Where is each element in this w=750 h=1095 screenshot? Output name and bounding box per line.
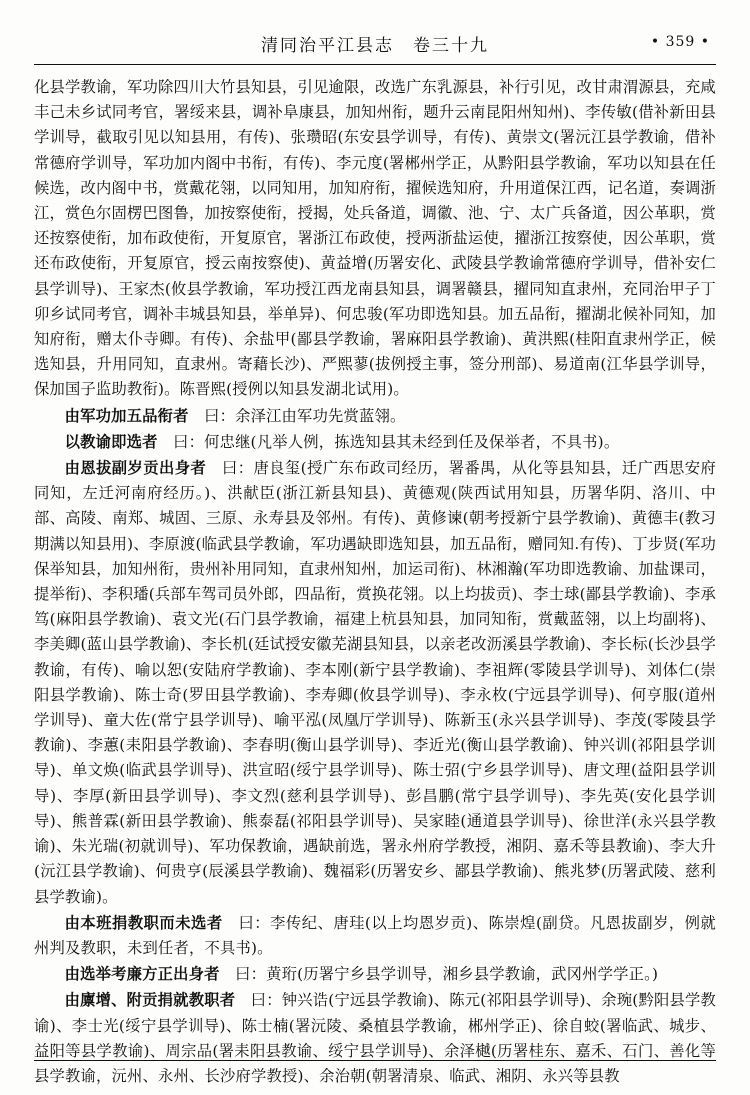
page-title: 清同治平江县志 卷三十九 <box>261 35 489 56</box>
entry-recommended-upright <box>34 962 716 987</box>
entry-text: 曰：黄珩(历署宁乡县学训导，湘乡县学教谕，武冈州学学正。) <box>219 965 659 984</box>
entry-tag: 由恩拔副岁贡出身者 <box>64 459 207 478</box>
document-body <box>34 75 716 1089</box>
entry-instructor-selection <box>34 430 716 455</box>
entry-tag: 由廪增、附贡捐就教职者 <box>64 991 236 1010</box>
entry-tag: 由本班捐教职而未选者 <box>64 913 223 932</box>
entry-text: 曰：钟兴诰(宁远县学教谕)、陈元(祁阳县学训导)、余琬(黔阳县学教谕)、李士光(绥宁县学训导)、陈士楠(署沅陵、桑植县学教谕，郴州学正)、徐自蛟(署临武、城步、益阳等县学教谕)、周宗品(署耒阳县教谕、绥宁县学训导)、余泽樾(历署桂东、嘉禾、石门、善化等县学教谕，沅州、永州、长沙府学教授)、余治朝(朝署清泉、临武、湘阴、永兴等县教 <box>34 991 716 1085</box>
entry-tribute-scholars <box>34 456 716 910</box>
entry-text: 曰：唐良玺(授广东布政司经历，署番禺，从化等县知县，迁广西思安府同知，左迁河南府经历。)、洪献臣(浙江新县知县)、黄德观(陕西试用知县，历署华阴、洛川、中部、高陵、南郑、城固、三原、永寿县及邻州。有传)、黄修谏(朝考授新宁县学教谕)、黄德丰(教习期满以知县用)、李原渡(临武县学教谕，军功遇缺即选知县，加五品衔，赠同知.有传)、丁步贤(军功保举知县，加知州衔，贵州补用同知，直隶州知州，加运司衔)、林湘瀚(军功即选教谕、加盐课司，提举衔)、李积璠(兵部车驾司员外郎，四品衔，赏换花翎。以上均拔贡)、李士球(鄙县学教谕)、李承笃(麻阳县学教谕)、袁文光(石门县学教谕，福建上杭县知县，加同知衔，赏戴蓝翎，以上均副将)、李美卿(蓝山县学教谕)、李长机(廷试授安徽芜湖县知县，以亲老改沥溪县学教谕)、李长标(长沙县学教谕，有传)、喻以恕(安陆府学教谕)、李本刚(新宁县学教谕)、李祖辉(零陵县学训导)、刘体仁(崇阳县学教谕)、陈士奇(罗田县学教谕)、李寿卿(攸县学训导)、李永枚(宁远县学训导)、何亨服(道州学训导)、童大佐(常宁县学训导)、喻平泓(凤凰厅学训导)、陈新玉(永兴县学训导)、李茂(零陵县学教谕)、李蕙(耒阳县学教谕)、李春明(衡山县学训导)、李近光(衡山县学教谕)、钟兴训(祁阳县学训导)、单文焕(临武县学训导)、洪宣昭(绥宁县学训导)、陈士弨(宁乡县学训导)、唐文理(益阳县学训导)、李厚(新田县学训导)、李文烈(慈利县学训导)、彭昌鹏(常宁县学训导)、李先英(安化县学训导)、熊普霖(新田县学教谕)、熊泰磊(祁阳县学训导)、吴家睦(通道县学训导)、徐世洋(永兴县学教谕)、朱光瑞(初就训导)、军功保教谕，遇缺前选，署永州府学教授，湘阴、嘉禾等县教谕)、李大升(沅江县学教谕)、何贵亨(辰溪县学教谕)、魏福彩(历署安乡、鄙县学教谕)、熊兆梦(历署武陵、慈利县学教谕)。 <box>34 459 716 906</box>
paragraph-main-text: 化县学教谕，军功除四川大竹县知县，引见逾限，改选广东乳源县，补行引见，改甘肃渭源县，充咸丰己未乡试同考官，署绥来县，调补阜康县，加知州衔，题升云南昆阳州知州)、李传敏(借补新田县学训导，截取引见以知县用，有传)、张瓒昭(东安县学训导，有传)、黄崇文(署沅江县学教谕，借补常德府学训导，军功加内阁中书衔，有传)、李元度(署郴州学正，从黔阳县学教谕，军功以知县在任候选，改内阁中书，赏戴花翎，以同知用，加知府衔，擢候选知府，升用道保江西，记名道，奏调浙江，赏色尔固楞巴图鲁，加按察使衔，授揭，处兵备道，调徽、池、宁、太广兵备道，因公革职，赏还按察使衔，加布政使衔，开复原官，署浙江布政使，授两浙盐运使，擢浙江按察使，因公革职，赏还布政使衔，开复原官，授云南按察使)、黄益增(历署安化、武陵县学教谕常德府学训导，借补安仁县学训导)、王家杰(攸县学教谕，军功授江西龙南县知县，调署赣县，擢同知直隶州，充同治甲子丁卯乡试同考官，调补丰城县知县，举单异)、何忠骏(军功即选知县。加五品衔，擢湖北候补同知，加知府衔，赠太仆寺卿。有传)、余盐甲(鄙县学教谕，署麻阳县学教谕)、黄洪熙(桂阳直隶州学正，候选知县，升用同知，直隶州。寄藉长沙)、严熙蓼(拔例授主事，签分刑部)、易道南(江华县学训导，保加国子监助教衔)。陈晋熙(授例以知县发湖北试用)。 <box>34 78 716 399</box>
entry-text: 曰：余泽江由军功先赏蓝翎。 <box>188 406 406 425</box>
entry-military-merit-fifth-rank <box>34 404 716 429</box>
page-header <box>34 26 716 60</box>
header-divider <box>34 64 716 65</box>
footer-divider <box>34 1060 716 1061</box>
entry-purchased-teaching-posts <box>34 988 716 1089</box>
entry-text: 曰：何忠继(凡举人例，拣选知县其未经到任及保举者，不具书)。 <box>157 432 620 451</box>
page-number: • 359 • <box>650 34 710 50</box>
entry-text: 曰：李传纪、唐珪(以上均恩岁贡)、陈崇煌(副贷。凡恩拔副岁，例就州判及教职，未到任者，不具书)。 <box>34 913 716 957</box>
entry-tag: 由选举考廉方正出身者 <box>64 965 220 984</box>
entry-unselected-teaching-posts <box>34 911 716 961</box>
entry-tag: 由军功加五品衔者 <box>64 406 189 425</box>
entry-tag: 以教谕即选者 <box>64 432 158 451</box>
